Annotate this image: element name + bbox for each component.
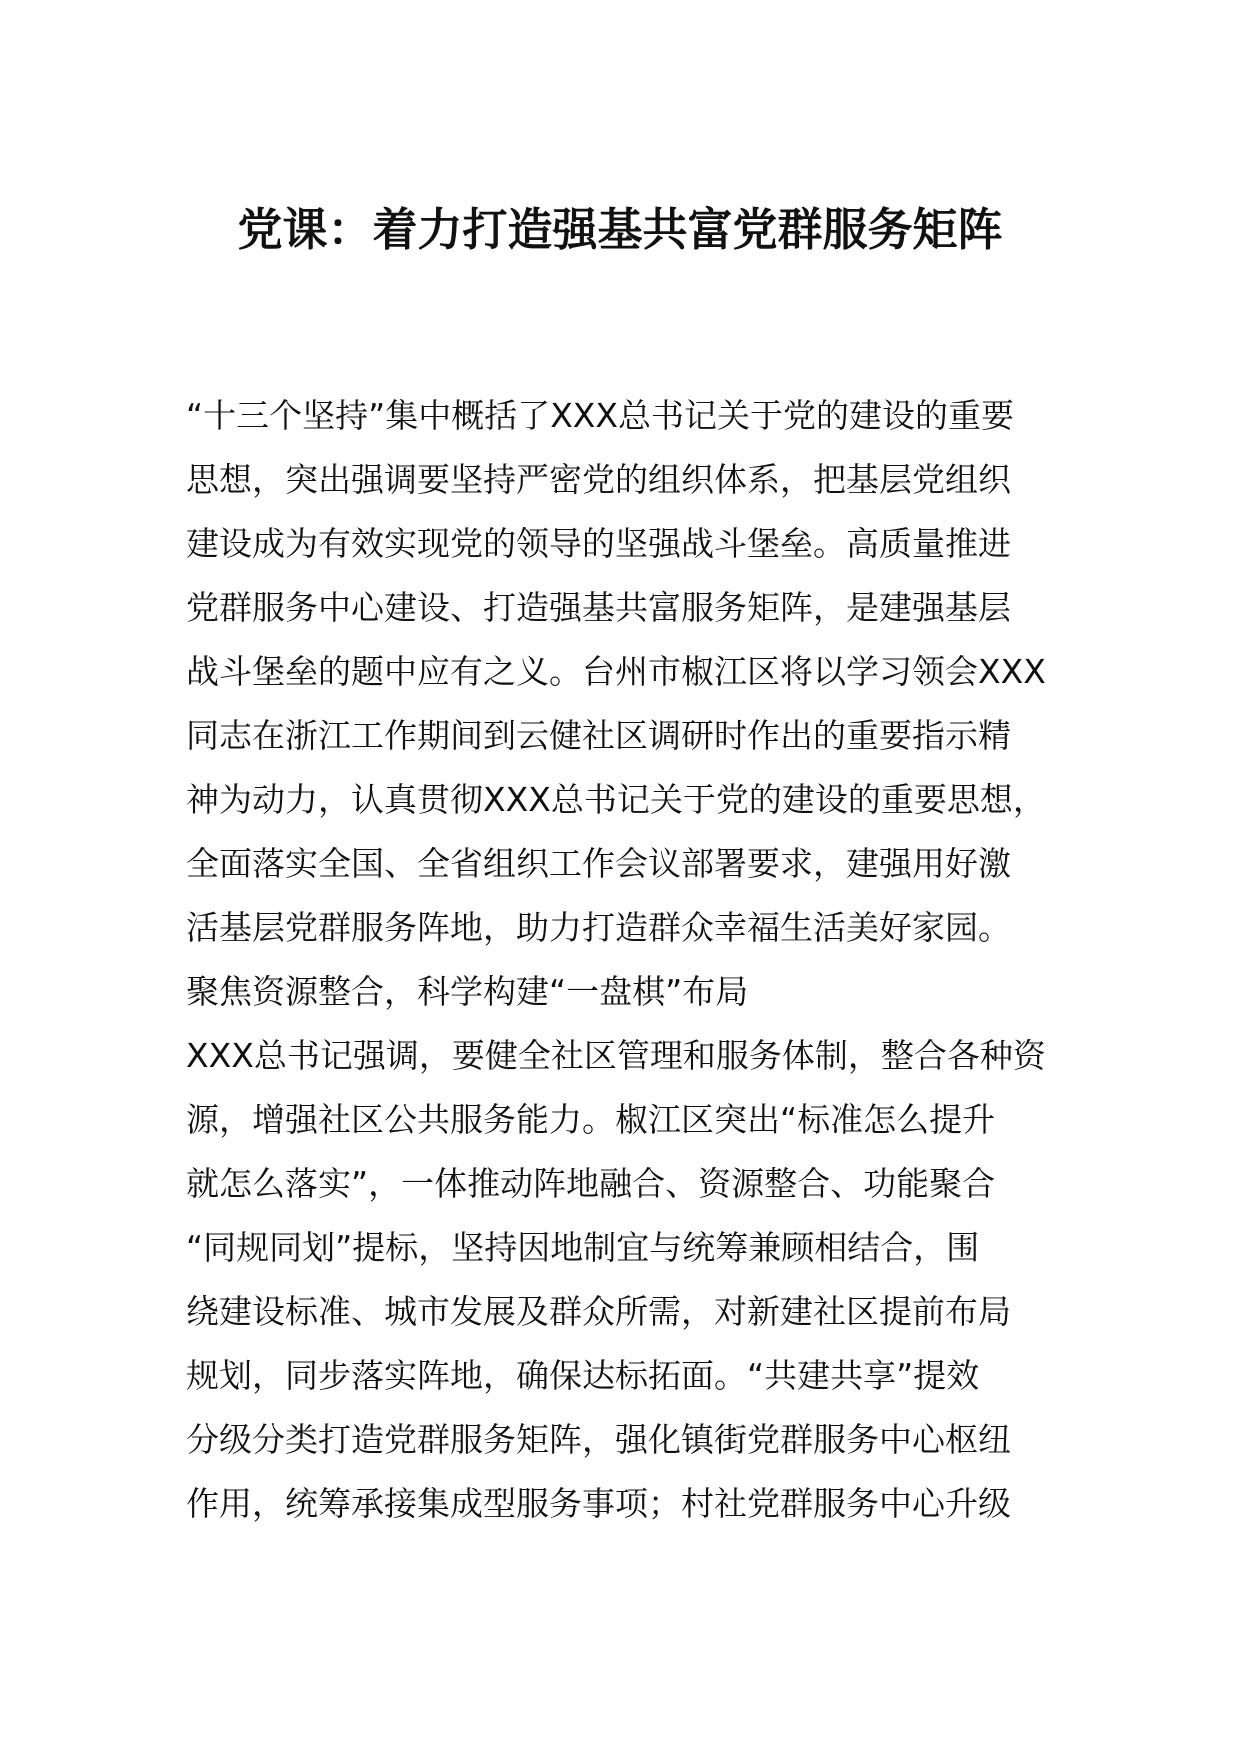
text-line: 同志在浙江工作期间到云健社区调研时作出的重要指示精 [186,716,1011,755]
text-line: XXX总书记强调，要健全社区管理和服务体制，整合各种资 [186,1036,1046,1075]
text-line: 思想，突出强调要坚持严密党的组织体系，把基层党组织 [186,460,1011,499]
text-line: 绕建设标准、城市发展及群众所需，对新建社区提前布局 [186,1292,1011,1331]
text-line: 源，增强社区公共服务能力。椒江区突出“标准怎么提升 [186,1100,996,1139]
text-line: 全面落实全国、全省组织工作会议部署要求，建强用好激 [186,844,1011,883]
text-line: 建设成为有效实现党的领导的坚强战斗堡垒。高质量推进 [186,524,1011,563]
section-heading: 聚焦资源整合，科学构建“一盘棋”布局 [186,972,749,1011]
text-line: 规划，同步落实阵地，确保达标拓面。“共建共享”提效 [186,1356,980,1395]
text-line: 就怎么落实”，一体推动阵地融合、资源整合、功能聚合 [186,1164,996,1203]
text-line: 活基层党群服务阵地，助力打造群众幸福生活美好家园。 [186,908,1011,947]
document-title: 党课：着力打造强基共富党群服务矩阵 [237,203,1003,256]
text-line: 神为动力，认真贯彻XXX总书记关于党的建设的重要思想， [186,780,1046,819]
text-line: 作用，统筹承接集成型服务事项；村社党群服务中心升级 [186,1484,1011,1523]
text-line: 分级分类打造党群服务矩阵，强化镇街党群服务中心枢纽 [186,1420,1011,1459]
text-line: 战斗堡垒的题中应有之义。台州市椒江区将以学习领会XXX [186,652,1046,691]
text-line: “十三个坚持”集中概括了XXX总书记关于党的建设的重要 [186,396,1015,435]
body-text [186,384,1066,1536]
text-line: 党群服务中心建设、打造强基共富服务矩阵，是建强基层 [186,588,1011,627]
text-line: “同规同划”提标，坚持因地制宜与统筹兼顾相结合，围 [186,1228,980,1267]
